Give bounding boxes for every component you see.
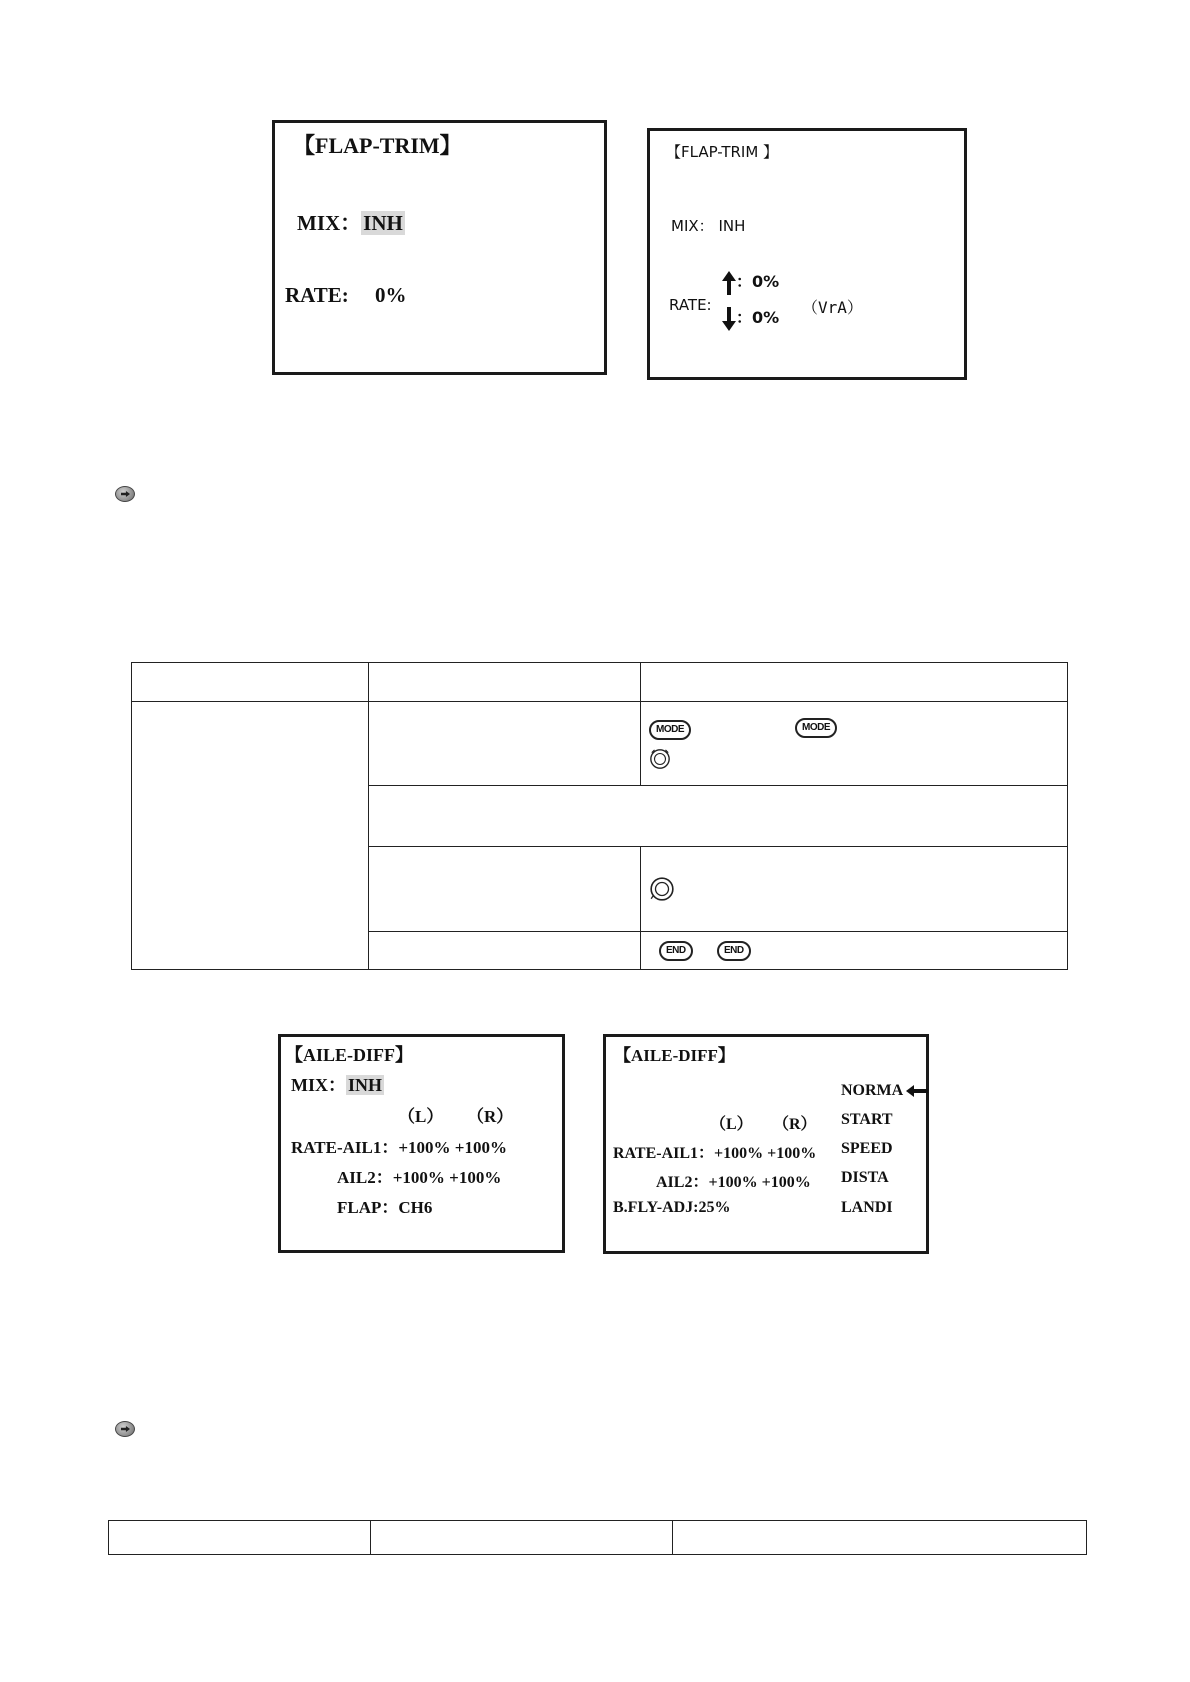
column-right-label: （R） (773, 1116, 817, 1133)
table-header-cell (369, 663, 641, 702)
column-left-label: （L） (710, 1116, 753, 1133)
mix-label: MIX： (297, 211, 362, 235)
mix-row (291, 1071, 384, 1097)
table-operation-cell (641, 932, 1068, 970)
rate-ail1-row[interactable]: RATE-AIL1：+100% +100% (291, 1138, 507, 1157)
arrow-left-icon (906, 1085, 928, 1097)
bullet-arrow-icon (115, 486, 135, 502)
aile-diff-screen-conditions (603, 1034, 929, 1254)
mix-row (297, 207, 405, 237)
settings-table-2 (108, 1520, 1087, 1555)
bfly-adj-row[interactable]: B.FLY-ADJ:25% (613, 1199, 731, 1216)
mix-value[interactable]: INH (348, 1075, 383, 1095)
rate-down-value[interactable]: ：0% (736, 308, 780, 327)
table-step-cell (369, 932, 641, 970)
flight-mode-landing[interactable]: LANDI (841, 1199, 893, 1216)
table-header-cell (132, 663, 369, 702)
flight-mode-start[interactable]: START (841, 1111, 893, 1128)
screen-title: 【FLAP-TRIM】 (293, 133, 462, 158)
mix-label: MIX： (291, 1075, 346, 1095)
flight-mode-distance[interactable]: DISTA (841, 1169, 889, 1186)
screen-title: 【AILE-DIFF】 (285, 1045, 414, 1065)
vra-label: （VrA） (802, 298, 863, 317)
arrow-up-icon (722, 271, 736, 295)
flap-trim-screen-vra (647, 128, 967, 380)
rate-up-value[interactable]: ：0% (736, 272, 780, 291)
table-step-cell (369, 847, 641, 932)
mix-value[interactable]: INH (718, 217, 746, 235)
column-left-label: （L） (398, 1107, 444, 1126)
flap-row[interactable]: FLAP：CH6 (337, 1198, 433, 1217)
rate-label: RATE: (285, 283, 349, 307)
table-header-cell (641, 663, 1068, 702)
column-right-label: （R） (467, 1107, 514, 1126)
dial-icon (649, 748, 671, 770)
screen-title: 【AILE-DIFF】 (614, 1046, 735, 1065)
table-header-cell (109, 1521, 371, 1555)
settings-table (131, 662, 1068, 970)
table-header-cell (371, 1521, 673, 1555)
flight-mode-normal[interactable]: NORMA (841, 1082, 904, 1099)
end-key-icon: END (717, 941, 751, 961)
end-key-icon: END (659, 941, 693, 961)
table-operation-cell (641, 847, 1068, 932)
mode-key-icon: MODE (649, 720, 691, 740)
dial-icon (649, 876, 675, 902)
rate-label: RATE: (669, 296, 712, 314)
table-step-cell (369, 702, 641, 786)
ail2-row[interactable]: AIL2：+100% +100% (337, 1168, 502, 1187)
screen-title: 【FLAP-TRIM 】 (666, 143, 779, 161)
aile-diff-screen-basic (278, 1034, 565, 1253)
rate-ail1-row[interactable]: RATE-AIL1：+100% +100% (613, 1145, 817, 1162)
bullet-arrow-icon (115, 1421, 135, 1437)
rate-value[interactable]: 0% (375, 283, 407, 307)
mix-label: MIX： (671, 217, 714, 235)
rate-up-row (722, 269, 779, 295)
ail2-row[interactable]: AIL2：+100% +100% (656, 1174, 811, 1191)
rate-down-row (722, 305, 779, 331)
mix-value[interactable]: INH (363, 211, 403, 235)
table-function-cell (132, 702, 369, 970)
arrow-down-icon (722, 307, 736, 331)
flap-trim-screen-basic (272, 120, 607, 375)
table-operation-cell (641, 702, 1068, 786)
mix-row (671, 215, 745, 236)
flight-mode-speed[interactable]: SPEED (841, 1140, 893, 1157)
mode-key-icon: MODE (795, 718, 837, 738)
table-header-cell (673, 1521, 1087, 1555)
table-note-cell (369, 786, 1068, 847)
